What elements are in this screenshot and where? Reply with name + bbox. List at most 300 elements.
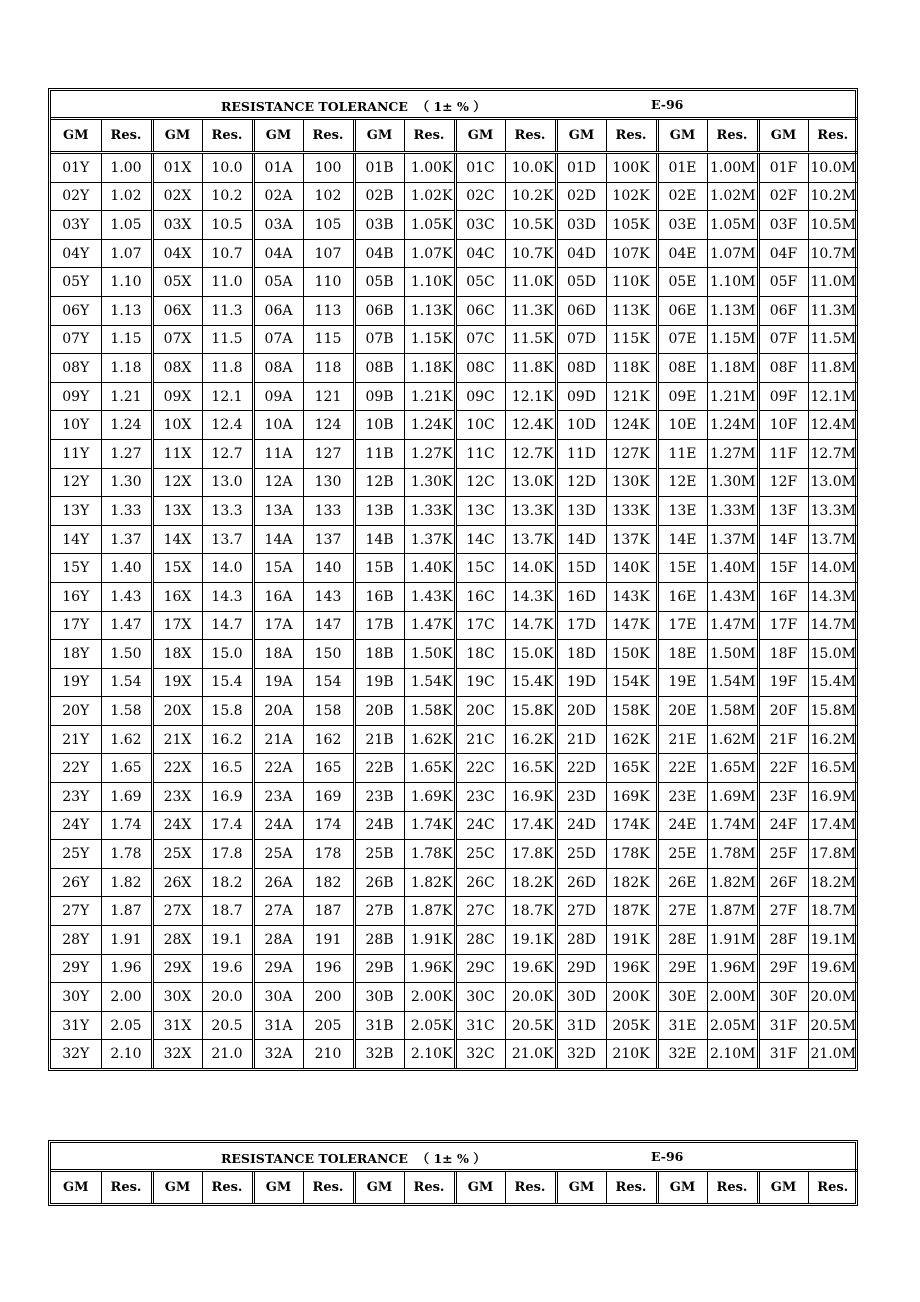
gm-code-cell: 22D — [556, 754, 606, 783]
resistance-value-cell: 16.9 — [202, 783, 253, 812]
gm-code-cell: 27C — [455, 897, 505, 926]
table-row — [51, 668, 857, 697]
gm-code-cell: 23D — [556, 783, 606, 812]
gm-code-cell: 01C — [455, 153, 505, 183]
gm-code-cell: 30D — [556, 983, 606, 1012]
resistance-value-cell: 178 — [303, 840, 354, 869]
resistance-value-cell: 20.0K — [505, 983, 556, 1012]
gm-code-cell: 27X — [152, 897, 202, 926]
resistance-value-cell: 10.7K — [505, 239, 556, 268]
gm-code-cell: 09B — [354, 382, 404, 411]
gm-code-cell: 31E — [657, 1011, 707, 1040]
resistance-value-cell: 1.33M — [707, 497, 758, 526]
gm-code-cell: 22C — [455, 754, 505, 783]
resistance-value-cell: 11.5M — [808, 325, 857, 354]
gm-code-cell: 19F — [758, 668, 808, 697]
gm-code-cell: 15X — [152, 554, 202, 583]
header-res: Res. — [808, 1171, 857, 1204]
gm-code-cell: 25A — [253, 840, 303, 869]
resistance-value-cell: 1.58M — [707, 697, 758, 726]
resistance-value-cell: 20.5 — [202, 1011, 253, 1040]
gm-code-cell: 04E — [657, 239, 707, 268]
gm-code-cell: 19A — [253, 668, 303, 697]
table-2-series-code: E-96 — [651, 1149, 684, 1164]
resistance-value-cell: 133K — [606, 497, 657, 526]
resistance-value-cell: 1.37 — [101, 525, 152, 554]
gm-code-cell: 09Y — [51, 382, 101, 411]
table-2-title: RESISTANCE TOLERANCE （ 1± % ） — [221, 1151, 486, 1166]
gm-code-cell: 28X — [152, 926, 202, 955]
gm-code-cell: 05A — [253, 268, 303, 297]
resistance-value-cell: 12.4K — [505, 411, 556, 440]
gm-code-cell: 11D — [556, 439, 606, 468]
gm-code-cell: 05F — [758, 268, 808, 297]
resistance-value-cell: 169 — [303, 783, 354, 812]
resistance-value-cell: 1.62M — [707, 725, 758, 754]
gm-code-cell: 07X — [152, 325, 202, 354]
gm-code-cell: 15Y — [51, 554, 101, 583]
resistance-value-cell: 1.82K — [404, 868, 455, 897]
gm-code-cell: 16A — [253, 582, 303, 611]
gm-code-cell: 16F — [758, 582, 808, 611]
gm-code-cell: 16B — [354, 582, 404, 611]
gm-code-cell: 13Y — [51, 497, 101, 526]
resistance-value-cell: 10.0K — [505, 153, 556, 183]
resistance-value-cell: 105 — [303, 211, 354, 240]
resistance-value-cell: 1.91 — [101, 926, 152, 955]
gm-code-cell: 25F — [758, 840, 808, 869]
gm-code-cell: 18Y — [51, 640, 101, 669]
table-row — [51, 468, 857, 497]
resistance-value-cell: 10.5 — [202, 211, 253, 240]
gm-code-cell: 25B — [354, 840, 404, 869]
table-row — [51, 640, 857, 669]
resistance-value-cell: 1.82M — [707, 868, 758, 897]
gm-code-cell: 32D — [556, 1040, 606, 1068]
resistance-value-cell: 11.5K — [505, 325, 556, 354]
gm-code-cell: 19X — [152, 668, 202, 697]
resistance-value-cell: 196 — [303, 954, 354, 983]
resistance-value-cell: 12.1 — [202, 382, 253, 411]
gm-code-cell: 04F — [758, 239, 808, 268]
gm-code-cell: 14A — [253, 525, 303, 554]
header-res: Res. — [707, 1171, 758, 1204]
resistance-value-cell: 1.15K — [404, 325, 455, 354]
resistance-value-cell: 1.13M — [707, 296, 758, 325]
gm-code-cell: 30C — [455, 983, 505, 1012]
gm-code-cell: 04C — [455, 239, 505, 268]
resistance-value-cell: 137K — [606, 525, 657, 554]
gm-code-cell: 02X — [152, 182, 202, 211]
gm-code-cell: 25D — [556, 840, 606, 869]
gm-code-cell: 20B — [354, 697, 404, 726]
header-gm: GM — [657, 119, 707, 153]
gm-code-cell: 18B — [354, 640, 404, 669]
resistance-value-cell: 13.7M — [808, 525, 857, 554]
gm-code-cell: 20X — [152, 697, 202, 726]
resistance-value-cell: 1.91K — [404, 926, 455, 955]
header-gm: GM — [63, 1180, 89, 1195]
resistance-value-cell: 1.40 — [101, 554, 152, 583]
resistance-value-cell: 12.4 — [202, 411, 253, 440]
resistance-value-cell: 100K — [606, 153, 657, 183]
resistance-value-cell: 140K — [606, 554, 657, 583]
resistance-value-cell: 102K — [606, 182, 657, 211]
gm-code-cell: 02D — [556, 182, 606, 211]
gm-code-cell: 02Y — [51, 182, 101, 211]
gm-code-cell: 29E — [657, 954, 707, 983]
resistance-value-cell: 158 — [303, 697, 354, 726]
gm-code-cell: 28B — [354, 926, 404, 955]
gm-code-cell: 23X — [152, 783, 202, 812]
gm-code-cell: 07F — [758, 325, 808, 354]
gm-code-cell: 13X — [152, 497, 202, 526]
gm-code-cell: 22F — [758, 754, 808, 783]
table-row — [51, 783, 857, 812]
table-row — [51, 897, 857, 926]
resistance-value-cell: 19.6M — [808, 954, 857, 983]
table-row — [51, 554, 857, 583]
gm-code-cell: 22Y — [51, 754, 101, 783]
resistance-value-cell: 13.3K — [505, 497, 556, 526]
gm-code-cell: 26X — [152, 868, 202, 897]
resistance-value-cell: 147 — [303, 611, 354, 640]
table-row — [51, 182, 857, 211]
gm-code-cell: 18C — [455, 640, 505, 669]
gm-code-cell: 30Y — [51, 983, 101, 1012]
gm-code-cell: 10E — [657, 411, 707, 440]
gm-code-cell: 26C — [455, 868, 505, 897]
resistance-value-cell: 12.7K — [505, 439, 556, 468]
resistance-value-cell: 1.50M — [707, 640, 758, 669]
resistance-value-cell: 16.2 — [202, 725, 253, 754]
resistance-value-cell: 1.65 — [101, 754, 152, 783]
gm-code-cell: 08C — [455, 354, 505, 383]
gm-code-cell: 04A — [253, 239, 303, 268]
header-res: Res. — [505, 1171, 556, 1204]
resistance-value-cell: 1.74K — [404, 811, 455, 840]
gm-code-cell: 04D — [556, 239, 606, 268]
resistance-value-cell: 1.40K — [404, 554, 455, 583]
gm-code-cell: 29D — [556, 954, 606, 983]
table-row — [51, 754, 857, 783]
table-row — [51, 497, 857, 526]
resistance-value-cell: 2.10 — [101, 1040, 152, 1068]
table-1-body — [51, 153, 857, 1069]
gm-code-cell: 15B — [354, 554, 404, 583]
resistance-value-cell: 1.05M — [707, 211, 758, 240]
header-res: Res. — [707, 119, 758, 153]
resistance-value-cell: 20.5K — [505, 1011, 556, 1040]
resistance-value-cell: 200 — [303, 983, 354, 1012]
gm-code-cell: 08D — [556, 354, 606, 383]
resistance-value-cell: 1.13K — [404, 296, 455, 325]
resistance-value-cell: 17.8K — [505, 840, 556, 869]
resistance-value-cell: 143 — [303, 582, 354, 611]
resistance-value-cell: 100 — [303, 153, 354, 183]
gm-code-cell: 08F — [758, 354, 808, 383]
gm-code-cell: 14X — [152, 525, 202, 554]
gm-code-cell: 17F — [758, 611, 808, 640]
resistance-value-cell: 2.00K — [404, 983, 455, 1012]
resistance-value-cell: 165 — [303, 754, 354, 783]
resistance-value-cell: 11.5 — [202, 325, 253, 354]
gm-code-cell: 01Y — [62, 159, 90, 176]
gm-code-cell: 03Y — [51, 211, 101, 240]
resistance-value-cell: 1.87 — [101, 897, 152, 926]
gm-code-cell: 02A — [253, 182, 303, 211]
header-res: Res. — [404, 119, 455, 153]
resistance-value-cell: 1.78M — [707, 840, 758, 869]
gm-code-cell: 06D — [556, 296, 606, 325]
gm-code-cell: 13D — [556, 497, 606, 526]
resistance-value-cell: 1.05K — [404, 211, 455, 240]
gm-code-cell: 05B — [354, 268, 404, 297]
gm-code-cell: 31X — [152, 1011, 202, 1040]
resistance-value-cell: 1.27 — [101, 439, 152, 468]
gm-code-cell: 22B — [354, 754, 404, 783]
gm-code-cell: 26A — [253, 868, 303, 897]
gm-code-cell: 06A — [253, 296, 303, 325]
gm-code-cell: 15C — [455, 554, 505, 583]
gm-code-cell: 17X — [152, 611, 202, 640]
gm-code-cell: 02C — [455, 182, 505, 211]
resistance-value-cell: 15.0 — [202, 640, 253, 669]
gm-code-cell: 03E — [657, 211, 707, 240]
gm-code-cell: 26D — [556, 868, 606, 897]
gm-code-cell: 19Y — [51, 668, 101, 697]
gm-code-cell: 32X — [152, 1040, 202, 1068]
resistance-value-cell: 182 — [303, 868, 354, 897]
resistance-value-cell: 1.30 — [101, 468, 152, 497]
gm-code-cell: 29X — [152, 954, 202, 983]
resistance-value-cell: 10.0M — [808, 153, 857, 183]
resistance-value-cell: 2.05K — [404, 1011, 455, 1040]
resistance-value-cell: 210K — [606, 1040, 657, 1068]
resistance-value-cell: 1.47K — [404, 611, 455, 640]
gm-code-cell: 14B — [354, 525, 404, 554]
gm-code-cell: 06F — [758, 296, 808, 325]
resistance-value-cell: 14.7 — [202, 611, 253, 640]
gm-code-cell: 09F — [758, 382, 808, 411]
header-res: Res. — [303, 119, 354, 153]
gm-code-cell: 21A — [253, 725, 303, 754]
gm-code-cell: 30E — [657, 983, 707, 1012]
header-res: Res. — [101, 119, 152, 153]
gm-code-cell: 21X — [152, 725, 202, 754]
gm-code-cell: 21B — [354, 725, 404, 754]
table-1-grid — [51, 91, 857, 1068]
gm-code-cell: 13B — [354, 497, 404, 526]
header-res: Res. — [101, 1171, 152, 1204]
resistance-value-cell: 1.02 — [101, 182, 152, 211]
resistance-value-cell: 162K — [606, 725, 657, 754]
resistance-value-cell: 1.91M — [707, 926, 758, 955]
resistance-value-cell: 15.4 — [202, 668, 253, 697]
resistance-value-cell: 18.7K — [505, 897, 556, 926]
resistance-value-cell: 10.7M — [808, 239, 857, 268]
gm-code-cell: 06Y — [51, 296, 101, 325]
gm-code-cell: 12C — [455, 468, 505, 497]
table-row — [51, 382, 857, 411]
gm-code-cell: 29Y — [51, 954, 101, 983]
resistance-value-cell: 1.15 — [101, 325, 152, 354]
resistance-value-cell: 1.30K — [404, 468, 455, 497]
resistance-value-cell: 1.78 — [101, 840, 152, 869]
resistance-value-cell: 1.43M — [707, 582, 758, 611]
gm-code-cell: 27D — [556, 897, 606, 926]
resistance-value-cell: 1.00 — [101, 153, 152, 183]
resistance-value-cell: 11.8K — [505, 354, 556, 383]
resistance-value-cell: 20.0M — [808, 983, 857, 1012]
resistance-value-cell: 140 — [303, 554, 354, 583]
resistance-value-cell: 21.0M — [808, 1040, 857, 1068]
resistance-value-cell: 13.3 — [202, 497, 253, 526]
resistance-value-cell: 110K — [606, 268, 657, 297]
gm-code-cell: 27E — [657, 897, 707, 926]
resistance-value-cell: 1.27K — [404, 439, 455, 468]
header-res: Res. — [505, 119, 556, 153]
table-row — [51, 582, 857, 611]
resistance-value-cell: 13.0K — [505, 468, 556, 497]
resistance-value-cell: 15.0M — [808, 640, 857, 669]
resistance-value-cell: 162 — [303, 725, 354, 754]
gm-code-cell: 20Y — [51, 697, 101, 726]
table-row — [51, 926, 857, 955]
resistance-value-cell: 147K — [606, 611, 657, 640]
gm-code-cell: 25C — [455, 840, 505, 869]
gm-code-cell: 24F — [758, 811, 808, 840]
table-row — [51, 868, 857, 897]
resistance-value-cell: 15.8K — [505, 697, 556, 726]
gm-code-cell: 22E — [657, 754, 707, 783]
gm-code-cell: 24B — [354, 811, 404, 840]
gm-code-cell: 29F — [758, 954, 808, 983]
gm-code-cell: 12Y — [51, 468, 101, 497]
gm-code-cell: 14Y — [51, 525, 101, 554]
resistance-value-cell: 10.2 — [202, 182, 253, 211]
resistance-value-cell: 124 — [303, 411, 354, 440]
gm-code-cell: 32Y — [51, 1040, 101, 1068]
resistance-value-cell: 1.15M — [707, 325, 758, 354]
resistance-value-cell: 1.40M — [707, 554, 758, 583]
resistance-value-cell: 158K — [606, 697, 657, 726]
resistance-value-cell: 169K — [606, 783, 657, 812]
resistance-value-cell: 12.1M — [808, 382, 857, 411]
gm-code-cell: 18A — [253, 640, 303, 669]
header-gm: GM — [758, 119, 808, 153]
gm-code-cell: 29C — [455, 954, 505, 983]
gm-code-cell: 30A — [253, 983, 303, 1012]
resistance-value-cell: 113 — [303, 296, 354, 325]
resistance-value-cell: 1.00K — [404, 153, 455, 183]
resistance-value-cell: 1.24K — [404, 411, 455, 440]
gm-code-cell: 02F — [758, 182, 808, 211]
header-res: Res. — [606, 1171, 657, 1204]
gm-code-cell: 32C — [455, 1040, 505, 1068]
gm-code-cell: 25X — [152, 840, 202, 869]
resistance-value-cell: 1.13 — [101, 296, 152, 325]
gm-code-cell: 03F — [758, 211, 808, 240]
resistance-value-cell: 15.8M — [808, 697, 857, 726]
table-1-series-code: E-96 — [651, 97, 684, 112]
resistance-value-cell: 19.1 — [202, 926, 253, 955]
resistance-value-cell: 16.9M — [808, 783, 857, 812]
resistance-value-cell: 12.4M — [808, 411, 857, 440]
resistance-value-cell: 133 — [303, 497, 354, 526]
gm-code-cell: 07C — [455, 325, 505, 354]
resistance-value-cell: 2.00 — [101, 983, 152, 1012]
gm-code-cell: 08B — [354, 354, 404, 383]
gm-code-cell: 17D — [556, 611, 606, 640]
table-row — [51, 211, 857, 240]
gm-code-cell: 12X — [152, 468, 202, 497]
resistance-value-cell: 17.8 — [202, 840, 253, 869]
gm-code-cell: 08E — [657, 354, 707, 383]
gm-code-cell: 22A — [253, 754, 303, 783]
resistance-value-cell: 1.62K — [404, 725, 455, 754]
gm-code-cell: 06B — [354, 296, 404, 325]
header-res: Res. — [404, 1171, 455, 1204]
resistance-value-cell: 1.65K — [404, 754, 455, 783]
resistance-value-cell: 18.2 — [202, 868, 253, 897]
table-row — [51, 725, 857, 754]
header-res: Res. — [303, 1171, 354, 1204]
resistance-value-cell: 18.2M — [808, 868, 857, 897]
table-row — [51, 983, 857, 1012]
resistance-value-cell: 1.47M — [707, 611, 758, 640]
gm-code-cell: 31F — [758, 1040, 808, 1068]
resistance-value-cell: 127K — [606, 439, 657, 468]
resistance-value-cell: 14.7K — [505, 611, 556, 640]
resistance-value-cell: 174K — [606, 811, 657, 840]
resistance-value-cell: 1.96K — [404, 954, 455, 983]
resistance-value-cell: 1.87K — [404, 897, 455, 926]
gm-code-cell: 23C — [455, 783, 505, 812]
resistance-value-cell: 187 — [303, 897, 354, 926]
table-row — [51, 325, 857, 354]
resistance-value-cell: 15.8 — [202, 697, 253, 726]
resistance-value-cell: 105K — [606, 211, 657, 240]
resistance-value-cell: 16.2K — [505, 725, 556, 754]
table-row — [51, 811, 857, 840]
header-gm: GM — [556, 1171, 606, 1204]
gm-code-cell: 14C — [455, 525, 505, 554]
gm-code-cell: 24X — [152, 811, 202, 840]
gm-code-cell: 16D — [556, 582, 606, 611]
resistance-value-cell: 205K — [606, 1011, 657, 1040]
resistance-value-cell: 21.0 — [202, 1040, 253, 1068]
table-row — [51, 697, 857, 726]
gm-code-cell: 14D — [556, 525, 606, 554]
gm-code-cell: 13F — [758, 497, 808, 526]
gm-code-cell: 13A — [253, 497, 303, 526]
resistance-value-cell: 182K — [606, 868, 657, 897]
resistance-value-cell: 15.0K — [505, 640, 556, 669]
gm-code-cell: 06X — [152, 296, 202, 325]
resistance-value-cell: 1.07 — [101, 239, 152, 268]
gm-code-cell: 20C — [455, 697, 505, 726]
table-row — [51, 840, 857, 869]
table-2-title-cell — [51, 1143, 857, 1171]
gm-code-cell: 14F — [758, 525, 808, 554]
resistance-value-cell: 20.5M — [808, 1011, 857, 1040]
resistance-value-cell: 1.54 — [101, 668, 152, 697]
gm-code-cell: 25Y — [51, 840, 101, 869]
resistance-value-cell: 14.0 — [202, 554, 253, 583]
resistance-value-cell: 11.0K — [505, 268, 556, 297]
resistance-value-cell: 191 — [303, 926, 354, 955]
